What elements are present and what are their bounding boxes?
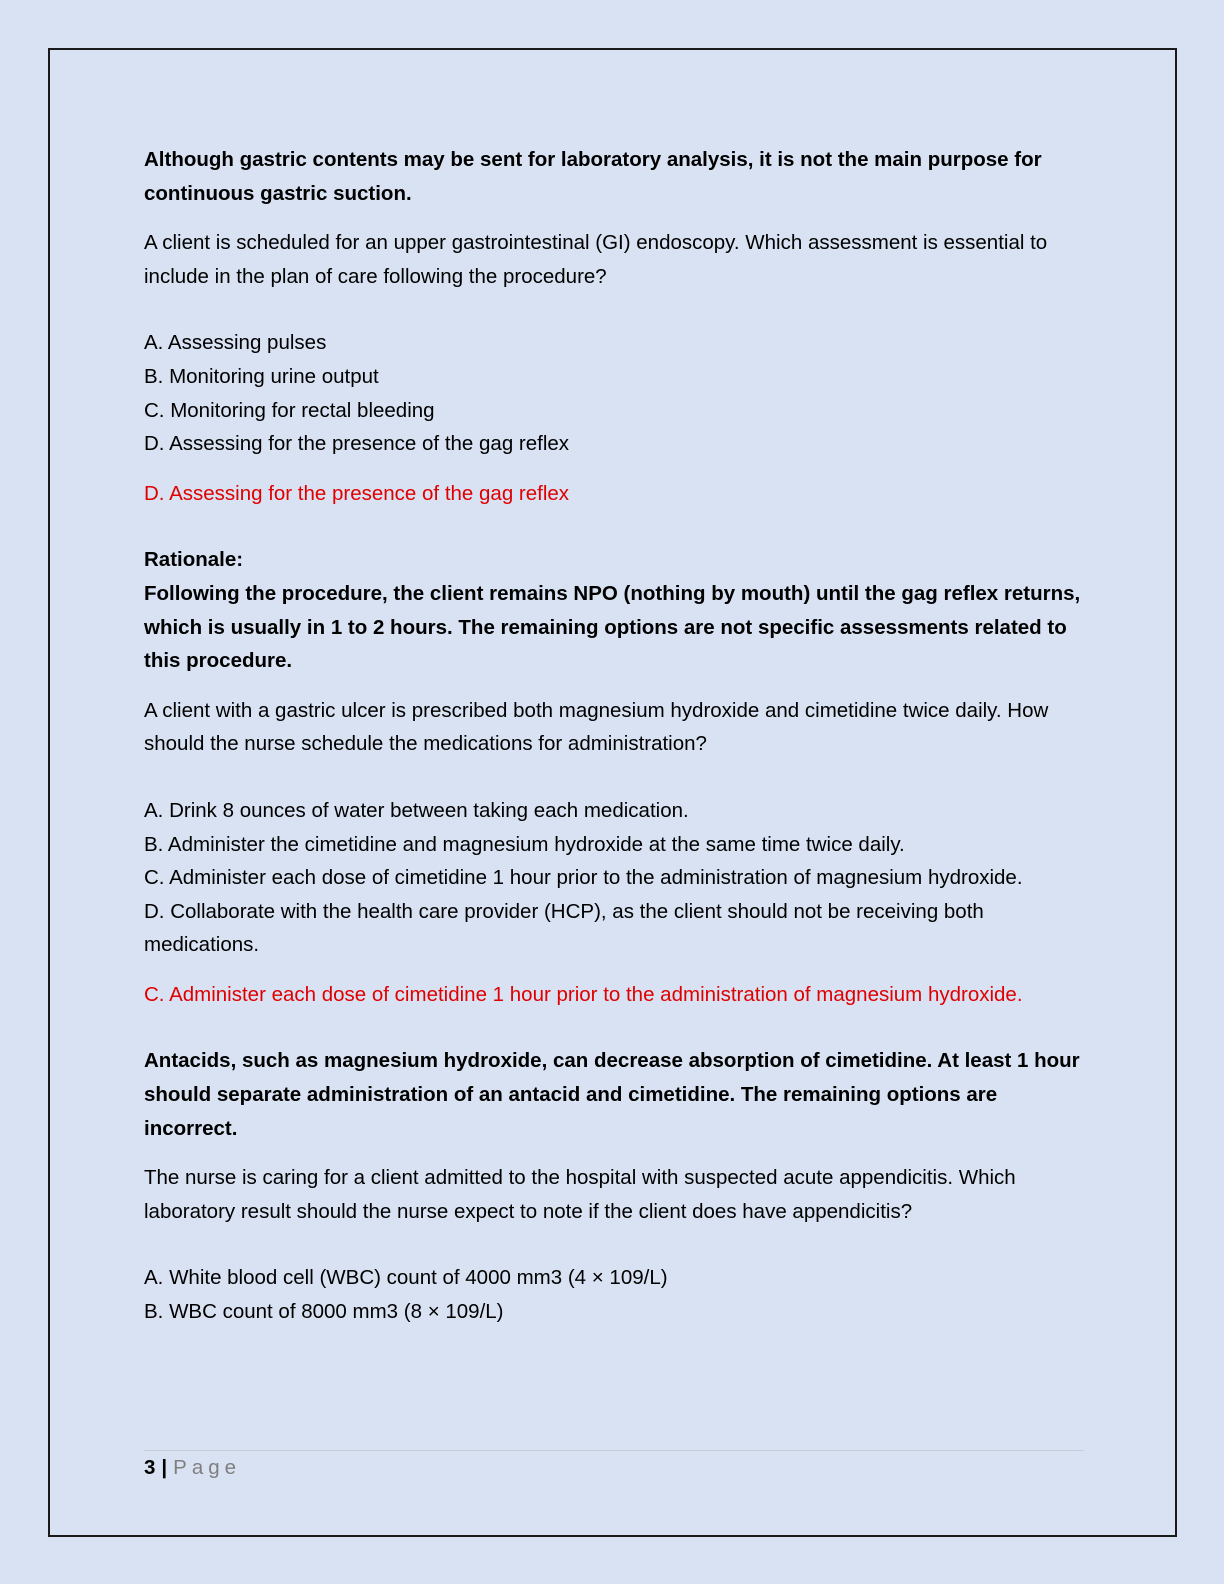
q1-answer: D. Assessing for the presence of the gag reflex (144, 481, 570, 505)
q1-rationale-heading: Rationale: (144, 548, 244, 572)
page-footer (144, 1454, 241, 1482)
intro-rationale: Although gastric contents may be sent for laboratory analysis, it is not the main purpose for continuous gastric suction. (144, 148, 1042, 205)
q2-option-d: D. Collaborate with the health care provider (HCP), as the client should not be receiving both medications. (144, 899, 984, 957)
footer-separator: | (161, 1456, 168, 1479)
q1-rationale: Following the procedure, the client remains NPO (nothing by mouth) until the gag reflex returns, which is usually in 1 to 2 hours. The remaining options are not specific assessments related to this procedure. (144, 581, 1081, 673)
question-3: The nurse is caring for a client admitted to the hospital with suspected acute appendicitis. Which laboratory result should the nurse expect to note if the client does have appendicitis? (144, 1166, 1016, 1223)
q2-option-c: C. Administer each dose of cimetidine 1 hour prior to the administration of magnesium hydroxide. (144, 866, 1023, 890)
document-body (144, 143, 1084, 1329)
q2-option-b: B. Administer the cimetidine and magnesium hydroxide at the same time twice daily. (144, 832, 905, 856)
q1-option-b: B. Monitoring urine output (144, 364, 379, 388)
q3-option-a: A. White blood cell (WBC) count of 4000 mm3 (4 × 109/L) (144, 1266, 668, 1290)
question-1: A client is scheduled for an upper gastrointestinal (GI) endoscopy. Which assessment is essential to include in the plan of care following the procedure? (144, 231, 1048, 288)
q2-option-a: A. Drink 8 ounces of water between taking each medication. (144, 798, 689, 822)
q1-option-a: A. Assessing pulses (144, 331, 327, 355)
page-number: 3 (144, 1456, 156, 1479)
q3-option-b: B. WBC count of 8000 mm3 (8 × 109/L) (144, 1300, 504, 1324)
page-label: Page (173, 1456, 242, 1479)
question-2: A client with a gastric ulcer is prescribed both magnesium hydroxide and cimetidine twice daily. How should the nurse schedule the medications for administration? (144, 698, 1049, 756)
q2-answer: C. Administer each dose of cimetidine 1 hour prior to the administration of magnesium hydroxide. (144, 982, 1023, 1006)
q1-option-d: D. Assessing for the presence of the gag reflex (144, 432, 570, 456)
q2-rationale: Antacids, such as magnesium hydroxide, can decrease absorption of cimetidine. At least 1 hour should separate administration of an antacid and cimetidine. The remaining options are incorrect. (144, 1049, 1080, 1140)
q1-option-c: C. Monitoring for rectal bleeding (144, 398, 435, 422)
footer-divider (144, 1450, 1084, 1451)
